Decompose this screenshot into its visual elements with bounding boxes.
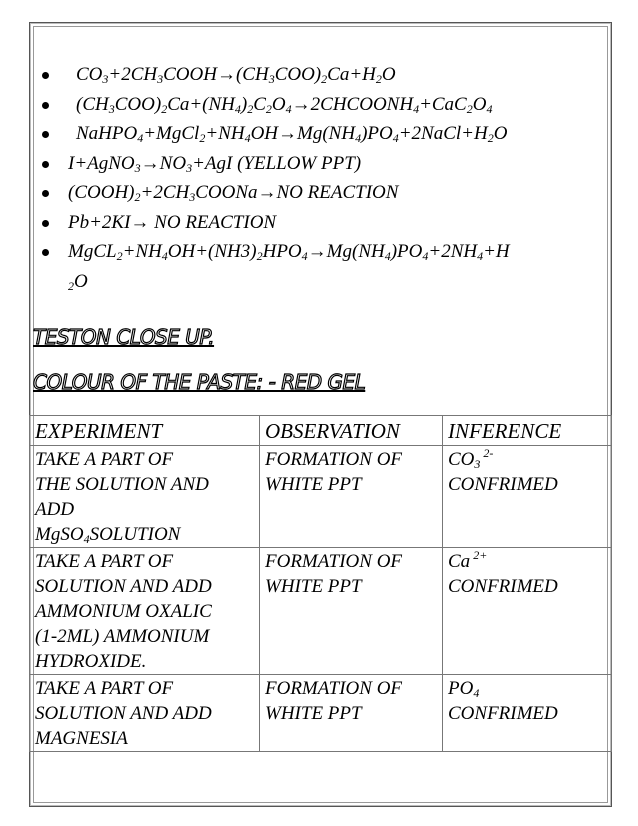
inference-ion: Ca $^{2+}$ bbox=[448, 548, 488, 572]
header-inference: INFERENCE bbox=[443, 416, 612, 446]
equation-text: NaHPO bbox=[76, 123, 138, 144]
equation-subscript: 2 bbox=[199, 131, 206, 145]
ion-charge: 2+ bbox=[470, 548, 488, 562]
equation-text: COONa→NO REACTION bbox=[195, 182, 399, 203]
experiment-line: TAKE A PART OF bbox=[35, 678, 174, 699]
equation-subscript: 3 bbox=[157, 72, 164, 86]
table-row bbox=[30, 548, 612, 675]
equation-subscript: 3 bbox=[134, 160, 141, 175]
equation-text: HPO bbox=[262, 241, 302, 262]
table-header-row bbox=[30, 416, 612, 446]
equation-subscript: 4 bbox=[477, 249, 484, 263]
observation-cell bbox=[260, 675, 443, 752]
inference-status: CONFRIMED bbox=[448, 576, 558, 597]
equation-subscript: 3 bbox=[189, 190, 196, 204]
equation-subscript: 4 bbox=[422, 249, 429, 263]
experiment-line: (1-2ML) AMMONIUM bbox=[35, 626, 210, 647]
equation-subscript: 4 bbox=[244, 131, 251, 145]
equation-text: →NO bbox=[140, 152, 187, 174]
equation-text: O bbox=[271, 93, 286, 115]
equation-subscript: 4 bbox=[413, 101, 420, 116]
bullet-icon bbox=[42, 131, 49, 138]
experiment-line: MAGNESIA bbox=[35, 728, 128, 749]
inference-cell bbox=[443, 675, 612, 752]
results-table bbox=[29, 415, 612, 752]
bullet-icon bbox=[42, 161, 49, 168]
equation-text: Ca+H bbox=[327, 64, 376, 85]
equation-subscript: 2 bbox=[466, 101, 473, 116]
observation-line: FORMATION OF bbox=[265, 551, 403, 572]
equation-item bbox=[34, 60, 604, 90]
equation-text: MgCL bbox=[68, 241, 117, 262]
equation-line bbox=[68, 149, 361, 179]
equation-text: COOH→(CH bbox=[163, 64, 269, 85]
equation-subscript: 2 bbox=[265, 101, 272, 116]
ion-subscript: 4 bbox=[473, 686, 480, 700]
equation-text: O bbox=[381, 64, 396, 85]
equation-line bbox=[68, 60, 396, 90]
bullet-icon bbox=[42, 72, 49, 79]
equation-text: Ca+(NH bbox=[167, 93, 235, 115]
experiment-cell bbox=[30, 548, 260, 675]
heading-colour-of-paste: COLOUR OF THE PASTE: - RED GEL bbox=[33, 370, 366, 394]
equation-text: +H bbox=[483, 241, 510, 262]
equation-text: O bbox=[74, 270, 88, 292]
experiment-line: TAKE A PART OF bbox=[35, 449, 174, 470]
equation-subscript: 4 bbox=[285, 101, 292, 116]
equation-text: +2NaCl+H bbox=[398, 123, 488, 144]
equation-text: +CaC bbox=[419, 93, 467, 115]
table-row bbox=[30, 675, 612, 752]
bullet-icon bbox=[42, 249, 49, 256]
equation-text: CO bbox=[76, 64, 103, 85]
equation-text: +NH bbox=[205, 123, 245, 144]
formula-subscript: 4 bbox=[83, 532, 90, 546]
experiment-line: ADD bbox=[35, 499, 75, 520]
inference-cell bbox=[443, 548, 612, 675]
equation-line bbox=[68, 90, 492, 120]
equation-line bbox=[68, 119, 507, 149]
equation-line bbox=[68, 208, 276, 238]
equation-subscript: 4 bbox=[234, 101, 241, 116]
equation-text: COO) bbox=[274, 64, 322, 85]
equation-item bbox=[34, 208, 604, 238]
equation-text: +2NH bbox=[428, 241, 478, 262]
bullet-icon bbox=[42, 190, 49, 197]
equation-text: →Mg(NH bbox=[307, 241, 385, 262]
experiment-line: SOLUTION AND ADD bbox=[35, 703, 212, 724]
equation-subscript: 3 bbox=[186, 160, 193, 175]
observation-line: WHITE PPT bbox=[265, 576, 362, 597]
equation-text: +2CH bbox=[140, 182, 190, 203]
inference-cell bbox=[443, 446, 612, 548]
equation-item bbox=[34, 149, 604, 179]
experiment-line: MgSO$_4$SOLUTION bbox=[35, 524, 181, 546]
equation-subscript: 4 bbox=[137, 131, 144, 145]
header-observation: OBSERVATION bbox=[260, 416, 443, 446]
observation-line: WHITE PPT bbox=[265, 703, 362, 724]
equation-subscript: 2 bbox=[487, 131, 494, 145]
bullet-icon bbox=[42, 102, 49, 109]
equation-text: )PO bbox=[390, 241, 423, 262]
equation-line bbox=[68, 178, 398, 208]
equation-text: Pb+2KI→ NO REACTION bbox=[68, 211, 277, 233]
equation-subscript: 2 bbox=[375, 72, 382, 86]
equation-text: (COOH) bbox=[68, 182, 135, 203]
equation-subscript: 2 bbox=[161, 101, 168, 116]
inference-status: CONFRIMED bbox=[448, 474, 558, 495]
equation-subscript: 3 bbox=[108, 101, 115, 116]
equation-text: (CH bbox=[76, 93, 109, 115]
equation-subscript: 4 bbox=[486, 101, 493, 116]
equation-subscript: 2 bbox=[256, 249, 263, 263]
header-experiment: EXPERIMENT bbox=[30, 416, 260, 446]
bullet-icon bbox=[42, 220, 49, 227]
equation-text: C bbox=[253, 93, 266, 115]
observation-line: FORMATION OF bbox=[265, 449, 403, 470]
equation-subscript: 3 bbox=[268, 72, 275, 86]
table-row bbox=[30, 446, 612, 548]
experiment-line: TAKE A PART OF bbox=[35, 551, 174, 572]
observation-line: WHITE PPT bbox=[265, 474, 362, 495]
experiment-cell bbox=[30, 675, 260, 752]
equation-text: +2CH bbox=[108, 64, 158, 85]
equation-item bbox=[34, 119, 604, 149]
equation-subscript: 4 bbox=[355, 131, 362, 145]
equation-subscript: 2 bbox=[116, 249, 123, 263]
equation-subscript: 4 bbox=[301, 249, 308, 263]
equation-subscript: 4 bbox=[384, 249, 391, 263]
equation-line-continued bbox=[68, 267, 88, 297]
equation-text: O bbox=[493, 123, 508, 144]
equation-text: +NH bbox=[122, 241, 162, 262]
equation-text: OH+(NH3) bbox=[167, 241, 257, 262]
equation-text: O bbox=[472, 93, 487, 115]
observation-line: FORMATION OF bbox=[265, 678, 403, 699]
heading-test-on-close-up: TESTON CLOSE UP. bbox=[33, 325, 215, 349]
equation-text: OH→Mg(NH bbox=[250, 123, 356, 144]
equation-subscript: 4 bbox=[392, 131, 399, 145]
inference-ion: $CO_3$ $^{2-}$ bbox=[448, 446, 494, 471]
observation-cell bbox=[260, 548, 443, 675]
equation-item bbox=[34, 178, 604, 208]
equation-subscript: 4 bbox=[161, 249, 168, 263]
equation-item bbox=[34, 237, 604, 296]
equation-line bbox=[68, 237, 510, 267]
inference-ion: $PO_4$ bbox=[448, 678, 480, 700]
ion-charge: 2- bbox=[480, 446, 494, 460]
equation-subscript: 2 bbox=[134, 190, 141, 204]
equation-subscript: 2 bbox=[247, 101, 254, 116]
equation-item bbox=[34, 90, 604, 120]
equation-text: +AgI (YELLOW PPT) bbox=[192, 152, 362, 174]
ion-subscript: 3 bbox=[474, 457, 481, 471]
equation-text: )PO bbox=[361, 123, 393, 144]
experiment-line: HYDROXIDE. bbox=[35, 651, 147, 672]
equation-text: ) bbox=[240, 93, 248, 115]
equation-subscript: 2 bbox=[321, 72, 328, 86]
experiment-line: AMMONIUM OXALIC bbox=[35, 601, 212, 622]
observation-cell bbox=[260, 446, 443, 548]
equation-list bbox=[34, 60, 604, 296]
equation-text: +MgCl bbox=[143, 123, 200, 144]
experiment-line: SOLUTION AND ADD bbox=[35, 576, 212, 597]
experiment-line: THE SOLUTION AND bbox=[35, 474, 209, 495]
equation-text: I+AgNO bbox=[68, 152, 135, 174]
inference-status: CONFRIMED bbox=[448, 703, 558, 724]
equation-subscript: 3 bbox=[102, 72, 109, 86]
equation-text: COO) bbox=[114, 93, 162, 115]
equation-subscript: 2 bbox=[68, 278, 74, 293]
experiment-cell bbox=[30, 446, 260, 548]
equation-text: →2CHCOONH bbox=[291, 93, 414, 115]
